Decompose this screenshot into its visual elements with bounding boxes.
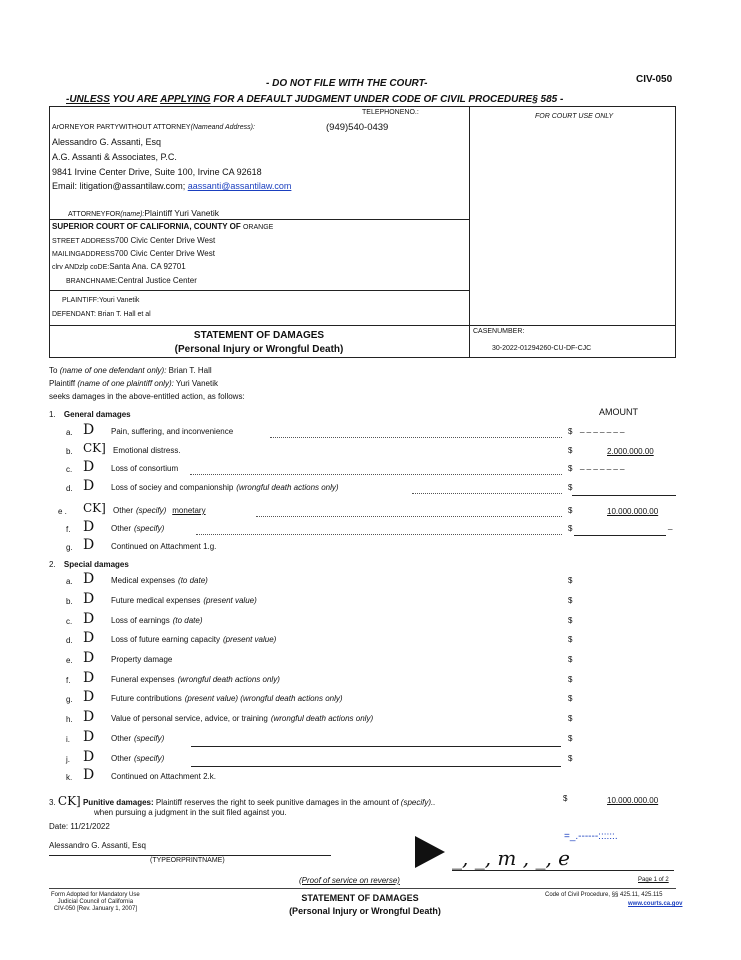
leader-dots: [256, 516, 562, 517]
item-letter: g.: [66, 543, 73, 552]
dollar-sign: $: [568, 576, 573, 585]
item-checkbox[interactable]: D: [83, 571, 95, 587]
item-label: Future contributions: [111, 694, 182, 703]
item-text: [111, 754, 164, 763]
leader-dots: [190, 474, 562, 475]
item-letter: b.: [66, 597, 73, 606]
attorney-for-suffix: (name):: [120, 211, 145, 218]
seeks-line: seeks damages in the above-entitled action, as follows:: [49, 392, 245, 401]
item-letter: d.: [66, 636, 73, 645]
footer-left-3: CIV-050 [Rev. January 1, 2007]: [53, 906, 137, 912]
city-label: clrv ANDzlp coDE:: [52, 264, 110, 271]
item-letter: c.: [66, 617, 73, 626]
telephone-value: (949)540-0439: [326, 122, 389, 133]
item-letter: f.: [66, 676, 71, 685]
item-text: [111, 714, 373, 723]
item-letter: a.: [66, 428, 73, 437]
dollar-sign: $: [568, 483, 573, 492]
item-text: [111, 427, 233, 436]
plaintiff-intro-value: Yuri Vanetik: [175, 379, 219, 388]
item-checkbox[interactable]: D: [83, 767, 95, 783]
attorney-label-text: ArORNEYOR PARTYWITHOUT ATTORNEY: [52, 124, 191, 131]
dollar-sign: $: [568, 655, 573, 664]
amount-header: AMOUNT: [599, 407, 638, 417]
plaintiff-intro-label: Plaintiff: [49, 379, 76, 388]
mailing-label: MAILINGADDRESS: [52, 251, 115, 258]
email-link[interactable]: aassanti@assantilaw.com: [187, 181, 292, 191]
item-checkbox[interactable]: D: [83, 709, 95, 725]
street-address: [52, 236, 215, 245]
item-amount[interactable]: 10.000.000.00: [607, 507, 659, 516]
item-label: Loss of future earning capacity: [111, 635, 220, 644]
item-checkbox[interactable]: D: [83, 537, 95, 553]
punitive-line2: when pursuing a judgment in the suit filed against you.: [94, 808, 287, 817]
item-text: [111, 596, 257, 605]
item-text: [111, 675, 280, 684]
dollar-sign: $: [568, 616, 573, 625]
dollar-sign: $: [568, 596, 573, 605]
item-label: Property damage: [111, 655, 173, 664]
footer-code: Code of Civil Procedure, §§ 425.11, 425.115: [545, 892, 663, 898]
punitive-hint: (specify)..: [400, 798, 436, 807]
footer-left-1: Form Adopted for Mandatory Use: [51, 892, 140, 898]
notice-applying: APPLYING: [160, 94, 211, 105]
case-number: 30-2022-01294260-CU-DF-CJC: [492, 345, 592, 352]
item-checkbox[interactable]: D: [83, 630, 95, 646]
item-checkbox[interactable]: CK]: [83, 501, 106, 515]
item-text: [111, 524, 164, 533]
general-num: 1.: [49, 410, 56, 419]
court-county: ORANGE: [242, 224, 274, 231]
item-label: Loss of sociey and companionship: [111, 483, 234, 492]
punitive-title: Punitive damages:: [82, 798, 154, 807]
dollar-sign: $: [568, 427, 573, 436]
item-label: Pain, suffering, and inconvenience: [111, 427, 234, 436]
item-letter: h.: [66, 715, 73, 724]
dollar-sign: $: [568, 446, 573, 455]
item-text: [111, 772, 216, 781]
item-hint: (specify): [134, 754, 165, 763]
item-specify-value[interactable]: monetary: [172, 506, 206, 515]
item-text: [111, 616, 203, 625]
mailing-value: 700 Civic Center Drive West: [114, 249, 215, 258]
no-file-notice: - DO NOT FILE WITH THE COURT-: [266, 78, 428, 89]
attorney-court-divider: [49, 219, 469, 220]
item-label: Loss of earnings: [111, 616, 170, 625]
footer-rule: [49, 888, 676, 889]
branch-value: Central Justice Center: [117, 276, 197, 285]
dollar-sign: $: [568, 754, 573, 763]
item-letter: d.: [66, 484, 73, 493]
item-letter: a.: [66, 577, 73, 586]
item-hint: (specify): [136, 506, 167, 515]
parties-title-divider: [49, 325, 676, 326]
specify-line[interactable]: [191, 766, 561, 767]
item-text: [111, 483, 339, 492]
specify-line[interactable]: [191, 746, 561, 747]
signature-date: Date: 11/21/2022: [49, 822, 110, 831]
dollar-sign: $: [568, 635, 573, 644]
general-damages-heading: [49, 410, 131, 419]
item-checkbox[interactable]: D: [83, 729, 95, 745]
item-checkbox[interactable]: D: [83, 689, 95, 705]
signer-name-line: [49, 855, 331, 856]
notice-rest: FOR A DEFAULT JUDGMENT UNDER CODE OF CIVIL PROCEDURE§ 585 -: [213, 94, 564, 105]
leader-dots: [270, 437, 562, 438]
item-amount[interactable]: _ _ _ _ _ _ _: [580, 461, 625, 470]
form-id: CIV-050: [636, 74, 673, 85]
court-parties-divider: [49, 290, 469, 291]
caption-divider: [469, 106, 470, 358]
item-checkbox[interactable]: D: [83, 519, 95, 535]
to-label: To: [49, 366, 58, 375]
item-label: Continued on Attachment 2.k.: [111, 772, 216, 781]
item-checkbox[interactable]: D: [83, 749, 95, 765]
item-letter: e .: [58, 507, 67, 516]
leader-dots: [412, 493, 562, 494]
item-letter: b.: [66, 447, 73, 456]
item-label: Other: [113, 506, 134, 515]
item-label: Value of personal service, advice, or training: [111, 714, 268, 723]
plaintiff-party: [62, 297, 139, 304]
item-letter: f.: [66, 525, 71, 534]
item-checkbox[interactable]: D: [83, 422, 95, 438]
court-title-text: SUPERIOR COURT OF CALIFORNIA, COUNTY OF: [52, 222, 241, 231]
to-value: Brian T. Hall: [168, 366, 212, 375]
item-label: Future medical expenses: [111, 596, 201, 605]
general-title: General damages: [63, 410, 131, 419]
item-hint: (wrongful death actions only): [270, 714, 374, 723]
attorney-address: 9841 Irvine Center Drive, Suite 100, Irvine CA 92618: [52, 167, 262, 177]
footer-title-2: (Personal Injury or Wrongful Death): [289, 906, 441, 916]
attorney-label-suffix: (Nameand Address):: [190, 124, 255, 131]
page-number: Page 1 of 2: [638, 877, 669, 883]
to-plaintiff: [49, 379, 218, 388]
attorney-email: [52, 181, 291, 191]
default-judgment-notice: [66, 94, 563, 105]
item-hint: (present value) (wrongful death actions only): [184, 694, 343, 703]
item-checkbox[interactable]: D: [83, 670, 95, 686]
item-label: Medical expenses: [111, 576, 176, 585]
to-hint: (name of one defendant only):: [59, 366, 167, 375]
email-prefix: Email: litigation@assantilaw.com;: [52, 181, 186, 191]
item-label: Funeral expenses: [111, 675, 175, 684]
attorney-name: Alessandro G. Assanti, Esq: [52, 137, 162, 147]
court-title: [52, 222, 273, 231]
item-checkbox[interactable]: D: [83, 478, 95, 494]
attorney-firm: A.G. Assanti & Associates, P.C.: [52, 152, 177, 162]
dollar-sign: $: [568, 734, 573, 743]
item-hint: (present value): [222, 635, 277, 644]
dollar-sign: $: [568, 524, 573, 533]
item-letter: j.: [66, 755, 70, 764]
item-text: [113, 506, 206, 515]
telephone-label: TELEPHONENO.:: [362, 109, 419, 116]
item-text: [111, 542, 216, 551]
city-value: Santa Ana. CA 92701: [109, 262, 186, 271]
street-label: STREET ADDRESS: [52, 238, 115, 245]
item-text: [111, 464, 178, 473]
item-text: [111, 694, 343, 703]
plaintiff-value: Youri Vanetik: [98, 297, 140, 304]
dollar-sign: $: [568, 694, 573, 703]
item-text: [113, 446, 181, 455]
item-amount[interactable]: _: [668, 521, 673, 530]
item-letter: g.: [66, 695, 73, 704]
item-hint: (wrongful death actions only): [177, 675, 280, 684]
item-amount[interactable]: _ _ _ _ _ _ _: [580, 424, 625, 433]
defendant-label: DEFENDANT:: [52, 311, 96, 318]
dollar-sign: $: [568, 714, 573, 723]
signer-name: Alessandro G. Assanti, Esq: [49, 841, 146, 850]
signature-scribble-top: =_.------::::::.: [564, 831, 618, 842]
item-hint: (specify): [134, 734, 165, 743]
notice-you-are: YOU ARE: [112, 94, 158, 105]
amount-line[interactable]: [572, 495, 676, 496]
item-hint: (present value): [203, 596, 257, 605]
dollar-sign: $: [568, 675, 573, 684]
plaintiff-intro-hint: (name of one plaintiff only):: [77, 379, 174, 388]
notice-unless: -UNLESS: [66, 94, 110, 105]
item-label: Continued on Attachment 1.g.: [111, 542, 217, 551]
mailing-address: [52, 249, 215, 258]
courts-website-link[interactable]: www.courts.ca.gov: [628, 901, 683, 907]
city-zip: [52, 262, 186, 271]
punitive-dollar: $: [563, 794, 568, 803]
item-text: [111, 655, 172, 664]
attorney-for-label: ATTORNEYFOR: [68, 211, 121, 218]
item-hint: (to date): [172, 616, 203, 625]
punitive-text: Plaintiff reserves the right to seek punitive damages in the amount of: [155, 798, 399, 807]
branch-name: [66, 276, 197, 285]
doc-title-line1: STATEMENT OF DAMAGES: [193, 330, 325, 341]
item-letter: i.: [66, 735, 70, 744]
special-damages-heading: [49, 560, 129, 569]
doc-title-line2: (Personal Injury or Wrongful Death): [174, 344, 344, 355]
punitive-amount: 10.000.000.00: [607, 796, 659, 805]
plaintiff-label: PLAINTIFF:: [62, 297, 99, 304]
amount-line[interactable]: [574, 535, 666, 536]
street-value: 700 Civic Center Drive West: [114, 236, 216, 245]
item-hint: (specify): [134, 524, 165, 533]
defendant-value: Brian T. Hall et al: [97, 311, 151, 318]
attorney-for-value: Plaintiff Yuri Vanetik: [144, 208, 220, 218]
item-checkbox[interactable]: D: [83, 650, 95, 666]
sign-here-arrow-icon: [415, 836, 445, 868]
defendant-party: [52, 311, 151, 318]
item-checkbox[interactable]: D: [83, 611, 95, 627]
item-letter: e.: [66, 656, 73, 665]
punitive-damages: [49, 794, 435, 808]
footer-title-1: STATEMENT OF DAMAGES: [301, 893, 419, 903]
leader-dots: [196, 534, 562, 535]
punitive-num: 3.: [49, 798, 56, 807]
item-amount[interactable]: 2.000.000.00: [607, 447, 654, 456]
item-label: Other: [111, 754, 132, 763]
item-letter: k.: [66, 773, 73, 782]
item-label: Other: [111, 524, 132, 533]
footer-left: [51, 892, 140, 913]
punitive-checkbox[interactable]: CK]: [57, 794, 81, 808]
item-text: [111, 576, 208, 585]
item-checkbox[interactable]: D: [83, 459, 95, 475]
special-title: Special damages: [63, 560, 129, 569]
dollar-sign: $: [568, 464, 573, 473]
branch-label: BRANCHNAME:: [66, 278, 118, 285]
item-label: Loss of consortium: [111, 464, 179, 473]
item-label: Emotional distress.: [113, 446, 181, 455]
dollar-sign: $: [568, 506, 573, 515]
item-letter: c.: [66, 465, 73, 474]
case-number-label: CASENUMBER:: [473, 328, 525, 335]
item-hint: (wrongful death actions only): [236, 483, 339, 492]
item-label: Other: [111, 734, 132, 743]
item-checkbox[interactable]: CK]: [83, 441, 106, 455]
special-num: 2.: [49, 560, 56, 569]
proof-of-service: (Proof of service on reverse): [299, 876, 400, 885]
item-text: [111, 635, 276, 644]
to-defendant: [49, 366, 212, 375]
item-hint: (to date): [178, 576, 208, 585]
attorney-label: [52, 124, 255, 131]
item-text: [111, 734, 164, 743]
signature-scribble: _, _, m , _, e: [452, 846, 571, 870]
item-checkbox[interactable]: D: [83, 591, 95, 607]
footer-left-2: Judicial Council of California: [57, 899, 134, 905]
attorney-for: [68, 208, 219, 218]
signer-name-label: (TYPEORPRINTNAME): [150, 857, 225, 864]
signature-line: [452, 870, 674, 871]
court-use-label: FOR COURT USE ONLY: [535, 113, 614, 120]
